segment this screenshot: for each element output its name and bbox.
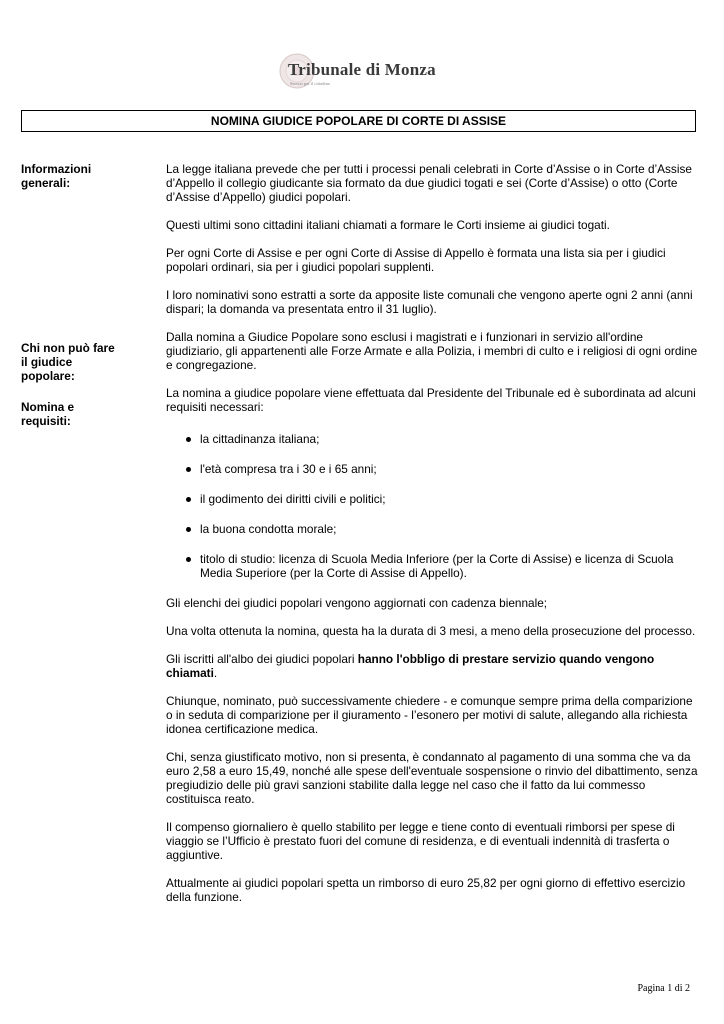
- label-line: generali:: [21, 176, 71, 190]
- paragraph-elenchi: Gli elenchi dei giudici popolari vengono aggiornati con cadenza biennale;: [166, 596, 548, 610]
- requirements-list: [166, 432, 698, 580]
- tribunale-logo: [278, 48, 448, 96]
- list-item: [184, 432, 698, 446]
- bullet-icon: [186, 437, 191, 442]
- bullet-icon: [186, 527, 191, 532]
- label-line: requisiti:: [21, 414, 71, 428]
- list-item-text: la cittadinanza italiana;: [200, 432, 320, 446]
- page-number: Pagina 1 di 2: [637, 983, 690, 994]
- paragraph-estrazione: I loro nominativi sono estratti a sorte da apposite liste comunali che vengono aperte ogni 2 anni (anni dispari; la domanda va presentata entro il 31 luglio).: [166, 288, 693, 316]
- label-line: Nomina e: [21, 400, 75, 414]
- list-item-text: il godimento dei diritti civili e politici;: [200, 492, 386, 506]
- paragraph-sanzioni: Chi, senza giustificato motivo, non si presenta, è condannato al pagamento di una somma che va da euro 2,58 a euro 15,49, nonché alle spese dell'eventuale sospensione o rinvio del dibattimento, senza pregiudizio delle più gravi sanzioni stabilite dalla legge nel caso che il fatto da lui commesso costituisca reato.: [166, 750, 698, 806]
- page-title: NOMINA GIUDICE POPOLARE DI CORTE DI ASSISE: [21, 110, 696, 132]
- paragraph-obbligo: [166, 652, 698, 680]
- list-item-text: titolo di studio: licenza di Scuola Media Inferiore (per la Corte di Assise) e licenza di Scuola Media Superiore (per la Corte di Assise di Appello).: [200, 552, 674, 580]
- label-nomina-requisiti: [21, 400, 151, 428]
- paragraph-legge: La legge italiana prevede che per tutti i processi penali celebrati in Corte d’Assise o in Corte d’Assise d’Appello il collegio giudicante sia formato da due giudici togati e sei (Corte d’Assise) o otto (Corte d’Assise d’Appello) giudici popolari.: [166, 162, 692, 204]
- list-item-text: l'età compresa tra i 30 e i 65 anni;: [200, 462, 377, 476]
- obbligo-prefix: Gli iscritti all'albo dei giudici popolari: [166, 652, 358, 666]
- obbligo-suffix: .: [213, 666, 218, 680]
- list-item: [184, 462, 698, 476]
- list-item: [184, 522, 698, 536]
- paragraph-rimborso: Attualmente ai giudici popolari spetta un rimborso di euro 25,82 per ogni giorno di effettivo esercizio della funzione.: [166, 876, 686, 904]
- paragraph-compenso: Il compenso giornaliero è quello stabilito per legge e tiene conto di eventuali rimborsi per spese di viaggio se l’Ufficio è prestato fuori del comune di residenza, e di eventuali indennità di trasferta o aggiuntive.: [166, 820, 675, 862]
- paragraph-liste: Per ogni Corte di Assise e per ogni Corte di Assise di Appello è formata una lista sia per i giudici popolari ordinari, sia per i giudici popolari supplenti.: [166, 246, 666, 274]
- list-item-text: la buona condotta morale;: [200, 522, 337, 536]
- paragraph-nomina: La nomina a giudice popolare viene effettuata dal Presidente del Tribunale ed è subordinata ad alcuni requisiti necessari:: [166, 386, 696, 414]
- bullet-icon: [186, 557, 191, 562]
- paragraph-durata: Una volta ottenuta la nomina, questa ha la durata di 3 mesi, a meno della prosecuzione del processo.: [166, 624, 696, 638]
- label-line: il giudice: [21, 355, 73, 369]
- bullet-icon: [186, 497, 191, 502]
- main-content: [166, 162, 698, 918]
- label-informazioni-generali: [21, 162, 151, 190]
- label-esclusi: [21, 341, 151, 383]
- label-line: Informazioni: [21, 162, 92, 176]
- logo-subtitle: Servizi per il cittadino: [290, 81, 331, 86]
- list-item: [184, 492, 698, 506]
- paragraph-esonero: Chiunque, nominato, può successivamente chiedere - e comunque sempre prima della comparizione o in seduta di comparizione per il giuramento - l’esonero per motivi di salute, allegando alla richiesta idonea certificazione medica.: [166, 694, 693, 736]
- obbligo-bold: hanno l'obbligo di prestare servizio quando vengono chiamati: [166, 652, 655, 680]
- paragraph-cittadini: Questi ultimi sono cittadini italiani chiamati a formare le Corti insieme ai giudici togati.: [166, 218, 610, 232]
- bullet-icon: [186, 467, 191, 472]
- label-line: popolare:: [21, 369, 75, 383]
- logo-name: Tribunale di Monza: [288, 60, 436, 79]
- label-line: Chi non può fare: [21, 341, 115, 355]
- list-item: [184, 552, 698, 580]
- paragraph-esclusi: Dalla nomina a Giudice Popolare sono esclusi i magistrati e i funzionari in servizio all'ordine giudiziario, gli appartenenti alle Forze Armate e alla Polizia, i membri di culto e i religiosi di ogni ordine e congregazione.: [166, 330, 698, 372]
